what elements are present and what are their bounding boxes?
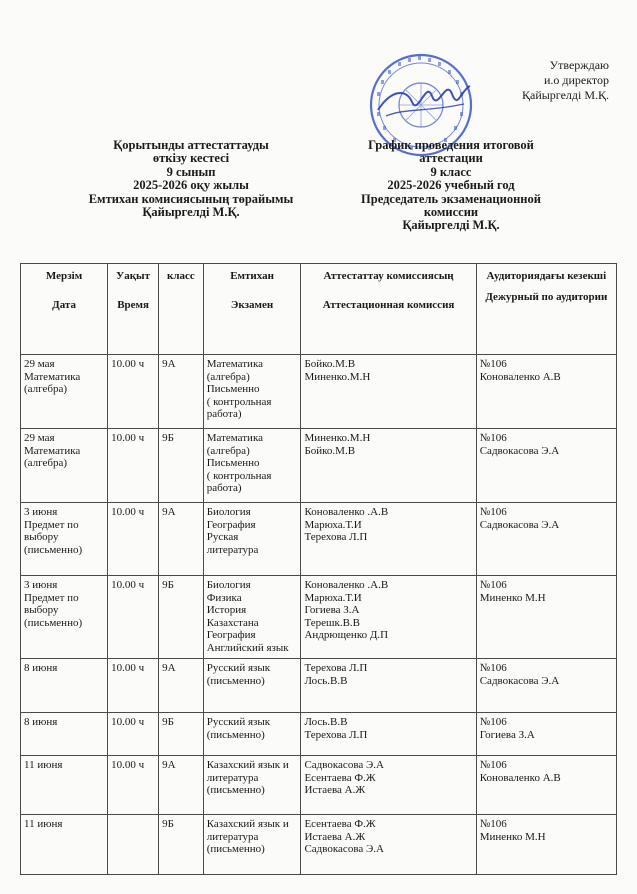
- date-cell-line: 29 мая: [24, 432, 55, 444]
- table-row: [21, 713, 617, 756]
- room-duty-cell: [476, 659, 616, 713]
- room-duty-cell-line: №106: [479, 358, 507, 370]
- exam-cell-line: Письменно: [206, 383, 260, 395]
- time-cell: [108, 429, 159, 503]
- date-cell-line: (алгебра): [24, 457, 68, 469]
- exam-cell-line: работа): [206, 408, 242, 420]
- time-cell: [108, 815, 159, 875]
- class-cell: [159, 815, 204, 875]
- exam-cell-line: Русский язык: [206, 662, 271, 674]
- time-cell: [108, 576, 159, 659]
- date-cell-line: 3 июня: [24, 506, 58, 518]
- date-cell-line: Предмет по: [24, 591, 79, 604]
- room-duty-cell: [476, 815, 616, 875]
- exam-cell-line: Русский язык: [206, 716, 271, 728]
- exam-cell-line: (алгебра): [206, 444, 250, 457]
- heading-ru-line: 9 класс: [430, 164, 472, 179]
- class-cell-text: 9А: [162, 358, 176, 370]
- class-cell-text: 9Б: [162, 716, 174, 728]
- commission-cell-line: Миненко.М.Н: [304, 432, 371, 444]
- class-cell-text: 9Б: [162, 432, 174, 444]
- room-duty-cell: [476, 756, 616, 815]
- class-cell: [159, 503, 204, 576]
- time-cell-text: 10.00 ч: [111, 662, 145, 674]
- date-cell-line: выбору: [24, 604, 59, 616]
- heading-kz: [66, 139, 316, 219]
- time-cell: [108, 503, 159, 576]
- heading-ru-line: График проведения итоговой: [368, 138, 534, 152]
- heading-kz-line: өткізу кестесі: [152, 151, 230, 166]
- header-class: класс: [159, 264, 204, 355]
- date-cell: [21, 355, 108, 429]
- exam-cell-line: История: [206, 604, 247, 616]
- commission-cell-line: Терехова Л.П: [304, 728, 368, 741]
- exam-cell-line: (письменно): [206, 843, 265, 855]
- exam-cell-line: (письменно): [206, 728, 265, 741]
- exam-cell-line: литература: [206, 543, 259, 556]
- room-duty-cell-line: Коноваленко А.В: [479, 771, 561, 784]
- date-cell: [21, 713, 108, 756]
- room-duty-cell-line: №106: [479, 432, 507, 444]
- class-cell-text: 9Б: [162, 579, 174, 591]
- heading-ru-line: комиссии: [423, 205, 479, 220]
- date-cell: [21, 659, 108, 713]
- time-cell-text: 10.00 ч: [111, 506, 145, 518]
- exam-cell-line: Казахский язык и: [206, 818, 289, 830]
- commission-cell-line: Терехова Л.П: [304, 662, 368, 674]
- date-cell-line: Предмет по: [24, 518, 79, 531]
- date-cell-line: 8 июня: [24, 662, 58, 674]
- date-cell-line: (алгебра): [24, 383, 68, 395]
- commission-cell-line: Марюха.Т.И: [304, 518, 362, 531]
- date-cell-line: (письменно): [24, 543, 83, 556]
- exam-cell-line: Письменно: [206, 457, 260, 469]
- room-duty-cell-line: Миненко М.Н: [479, 830, 546, 843]
- table-row: [21, 355, 617, 429]
- commission-cell: [301, 429, 476, 503]
- date-cell: [21, 576, 108, 659]
- date-cell-line: 11 июня: [24, 759, 63, 771]
- date-cell: [21, 429, 108, 503]
- date-cell-line: 29 мая: [24, 358, 55, 370]
- date-cell-line: 8 июня: [24, 716, 58, 728]
- header-commission: Аттестаттау комиссиясың Аттестационная комиссия: [301, 264, 476, 355]
- commission-cell: [301, 659, 476, 713]
- date-cell-line: (письменно): [24, 616, 83, 629]
- commission-cell-line: Бойко.М.В: [304, 358, 356, 370]
- exam-cell: [203, 713, 301, 756]
- room-duty-cell-line: №106: [479, 506, 507, 518]
- commission-cell-line: Гогиева З.А: [304, 604, 360, 616]
- heading-ru-line: 2025-2026 учебный год: [387, 178, 515, 193]
- exam-cell: [203, 429, 301, 503]
- commission-cell-line: Есентаева Ф.Ж: [304, 818, 376, 830]
- exam-cell-line: литература: [206, 830, 259, 843]
- commission-cell: [301, 355, 476, 429]
- room-duty-cell-line: №106: [479, 759, 507, 771]
- room-duty-cell-line: №106: [479, 662, 507, 674]
- date-cell-line: 3 июня: [24, 579, 58, 591]
- room-duty-cell-line: Садвокасова Э.А: [479, 444, 560, 457]
- approval-block: [459, 58, 609, 103]
- exam-cell-line: Казахский язык и: [206, 759, 289, 771]
- commission-cell-line: Терешк.В.В: [304, 616, 360, 629]
- exam-cell: [203, 815, 301, 875]
- exam-cell-line: Казахстана: [206, 616, 259, 629]
- header-date: Мерзім Дата: [21, 264, 108, 355]
- exam-cell-line: Физика: [206, 591, 242, 604]
- room-duty-cell-line: Коноваленко А.В: [479, 370, 561, 383]
- class-cell: [159, 576, 204, 659]
- table-row: [21, 815, 617, 875]
- table-row: [21, 429, 617, 503]
- class-cell: [159, 429, 204, 503]
- commission-cell-line: Садвокасова Э.А: [304, 843, 384, 855]
- class-cell: [159, 355, 204, 429]
- time-cell-text: 10.00 ч: [111, 716, 145, 728]
- date-cell: [21, 756, 108, 815]
- commission-cell-line: Андрющенко Д.П: [304, 629, 389, 641]
- time-cell: [108, 756, 159, 815]
- date-cell: [21, 503, 108, 576]
- exam-cell-line: Английский язык: [206, 641, 289, 654]
- date-cell-line: выбору: [24, 531, 59, 543]
- class-cell: [159, 659, 204, 713]
- heading-kz-line: 9 сынып: [166, 164, 216, 179]
- heading-kz-line: Қайыргелді М.Қ.: [142, 205, 240, 220]
- time-cell-text: 10.00 ч: [111, 358, 145, 370]
- time-cell-text: 10.00 ч: [111, 432, 145, 444]
- exam-cell-line: (письменно): [206, 784, 265, 796]
- date-cell-line: 11 июня: [24, 818, 63, 830]
- heading-ru-line: Қайыргелді М.Қ.: [402, 218, 500, 233]
- room-duty-cell-line: Садвокасова Э.А: [479, 518, 560, 531]
- exam-cell-line: работа): [206, 482, 242, 494]
- room-duty-cell-line: №106: [479, 579, 507, 591]
- exam-cell: [203, 756, 301, 815]
- exam-cell-line: Математика: [206, 358, 264, 370]
- room-duty-cell-line: Миненко М.Н: [479, 591, 546, 604]
- exam-cell-line: Руская: [206, 531, 239, 543]
- time-cell-text: 10.00 ч: [111, 759, 145, 771]
- commission-cell: [301, 815, 476, 875]
- commission-cell-line: Коноваленко .А.В: [304, 579, 389, 591]
- commission-cell-line: Марюха.Т.И: [304, 591, 362, 604]
- class-cell: [159, 713, 204, 756]
- exam-cell: [203, 355, 301, 429]
- time-cell: [108, 659, 159, 713]
- room-duty-cell: [476, 355, 616, 429]
- table-row: [21, 659, 617, 713]
- commission-cell: [301, 576, 476, 659]
- exam-cell-line: ( контрольная: [206, 469, 272, 482]
- room-duty-cell: [476, 576, 616, 659]
- heading-kz-line: Қорытынды аттестаттауды: [113, 138, 269, 152]
- date-cell-line: Математика: [24, 370, 81, 383]
- room-duty-cell: [476, 429, 616, 503]
- room-duty-cell-line: №106: [479, 818, 507, 830]
- table-row: [21, 576, 617, 659]
- exam-cell-line: (алгебра): [206, 370, 250, 383]
- commission-cell: [301, 713, 476, 756]
- approval-line: Қайыргелді М.Қ.: [521, 88, 609, 102]
- commission-cell-line: Коноваленко .А.В: [304, 506, 389, 518]
- date-cell-line: Математика: [24, 444, 81, 457]
- commission-cell-line: Лось.В.В: [304, 716, 348, 728]
- exam-cell-line: (письменно): [206, 674, 265, 687]
- heading-kz-line: Емтихан комисиясының төрайымы: [88, 191, 294, 206]
- approval-line: и.о директор: [543, 73, 609, 87]
- room-duty-cell-line: Гогиева З.А: [479, 728, 535, 741]
- commission-cell: [301, 503, 476, 576]
- class-cell-text: 9Б: [162, 818, 174, 830]
- table-header-row: [21, 264, 617, 355]
- exam-cell-line: Математика: [206, 432, 264, 444]
- exam-cell-line: Биология: [206, 506, 251, 518]
- date-cell: [21, 815, 108, 875]
- exam-cell: [203, 659, 301, 713]
- table-row: [21, 756, 617, 815]
- exam-cell: [203, 503, 301, 576]
- class-cell: [159, 756, 204, 815]
- exam-cell: [203, 576, 301, 659]
- commission-cell-line: Лось.В.В: [304, 674, 348, 687]
- commission-cell: [301, 756, 476, 815]
- class-cell-text: 9А: [162, 506, 176, 518]
- heading-ru: [326, 139, 576, 233]
- class-cell-text: 9А: [162, 662, 176, 674]
- commission-cell-line: Садвокасова Э.А: [304, 759, 384, 771]
- room-duty-cell: [476, 713, 616, 756]
- schedule-table: [20, 263, 617, 875]
- exam-cell-line: География: [206, 518, 256, 531]
- commission-cell-line: Истаева А.Ж: [304, 784, 366, 796]
- exam-cell-line: литература: [206, 771, 259, 784]
- header-time: Уақыт Время: [108, 264, 159, 355]
- class-cell-text: 9А: [162, 759, 176, 771]
- header-room-duty: Аудиториядағы кезекші Дежурный по аудитории: [476, 264, 616, 355]
- room-duty-cell-line: №106: [479, 716, 507, 728]
- commission-cell-line: Истаева А.Ж: [304, 830, 366, 843]
- room-duty-cell-line: Садвокасова Э.А: [479, 674, 560, 687]
- commission-cell-line: Есентаева Ф.Ж: [304, 771, 376, 784]
- commission-cell-line: Бойко.М.В: [304, 444, 356, 457]
- heading-ru-line: Председатель экзаменационной: [361, 191, 541, 206]
- time-cell: [108, 355, 159, 429]
- heading-kz-line: 2025-2026 оқу жылы: [133, 178, 249, 193]
- time-cell-text: 10.00 ч: [111, 579, 145, 591]
- room-duty-cell: [476, 503, 616, 576]
- time-cell: [108, 713, 159, 756]
- header-exam: Емтихан Экзамен: [203, 264, 301, 355]
- commission-cell-line: Миненко.М.Н: [304, 370, 371, 383]
- exam-cell-line: Биология: [206, 579, 251, 591]
- heading-ru-line: аттестации: [419, 151, 483, 166]
- approval-line: Утверждаю: [549, 58, 609, 72]
- exam-cell-line: География: [206, 629, 256, 641]
- commission-cell-line: Терехова Л.П: [304, 531, 368, 543]
- exam-cell-line: ( контрольная: [206, 395, 272, 408]
- table-row: [21, 503, 617, 576]
